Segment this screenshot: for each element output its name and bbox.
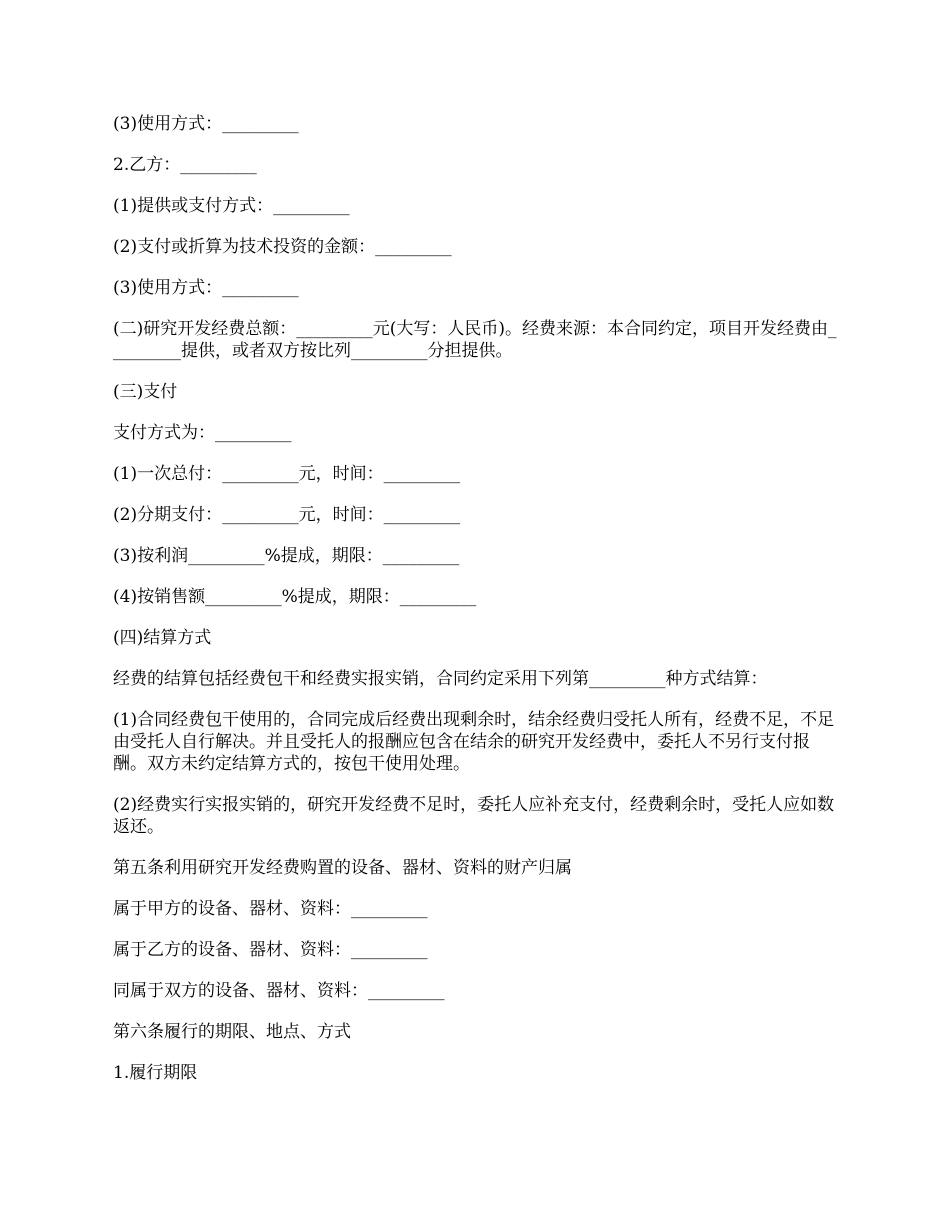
paragraph-sales-share: (4)按销售额_________%提成，期限：_________ [113,587,477,607]
paragraph-party-b-property: 属于乙方的设备、器材、资料：_________ [113,940,428,960]
paragraph-party-b-provide-method: (1)提供或支付方式：_________ [113,196,350,216]
paragraph-payment-method: 支付方式为：_________ [113,423,292,443]
paragraph-settlement-intro: 经费的结算包括经费包干和经费实报实销，合同约定采用下列第_________种方式结算： [113,669,768,689]
heading-article-6: 第六条履行的期限、地点、方式 [113,1022,351,1042]
paragraph-party-b-usage: (3)使用方式：_________ [113,278,299,298]
document-page [113,113,841,1103]
paragraph-party-a-property: 属于甲方的设备、器材、资料：_________ [113,899,428,919]
paragraph-shared-property: 同属于双方的设备、器材、资料：_________ [113,981,445,1001]
heading-article-5: 第五条利用研究开发经费购置的设备、器材、资料的财产归属 [113,858,572,878]
paragraph-party-b: 2.乙方：_________ [113,155,257,175]
heading-settlement-method: (四)结算方式 [113,628,212,648]
paragraph-party-a-usage: (3)使用方式：_________ [113,114,299,134]
paragraph-lump-sum: (1)一次总付：_________元，时间：_________ [113,464,461,484]
paragraph-rd-funding-total: (二)研究开发经费总额：_________元(大写：人民币)。经费来源：本合同约定，项目开发经费由_________提供，或者双方按比列_________分担提供。 [113,319,837,361]
paragraph-settlement-actual: (2)经费实行实报实销的，研究开发经费不足时，委托人应补充支付，经费剩余时，受托人应如数返还。 [113,795,835,837]
paragraph-installments: (2)分期支付：_________元，时间：_________ [113,505,461,525]
heading-payment: (三)支付 [113,382,178,402]
paragraph-settlement-lump: (1)合同经费包干使用的，合同完成后经费出现剩余时，结余经费归受托人所有，经费不足，不足由受托人自行解决。并且受托人的报酬应包含在结余的研究开发经费中，委托人不另行支付报酬。双方未约定结算方式的，按包干使用处理。 [113,710,835,774]
paragraph-profit-share: (3)按利润_________%提成，期限：_________ [113,546,460,566]
paragraph-performance-period: 1.履行期限 [113,1063,198,1083]
paragraph-party-b-amount: (2)支付或折算为技术投资的金额：_________ [113,237,452,257]
